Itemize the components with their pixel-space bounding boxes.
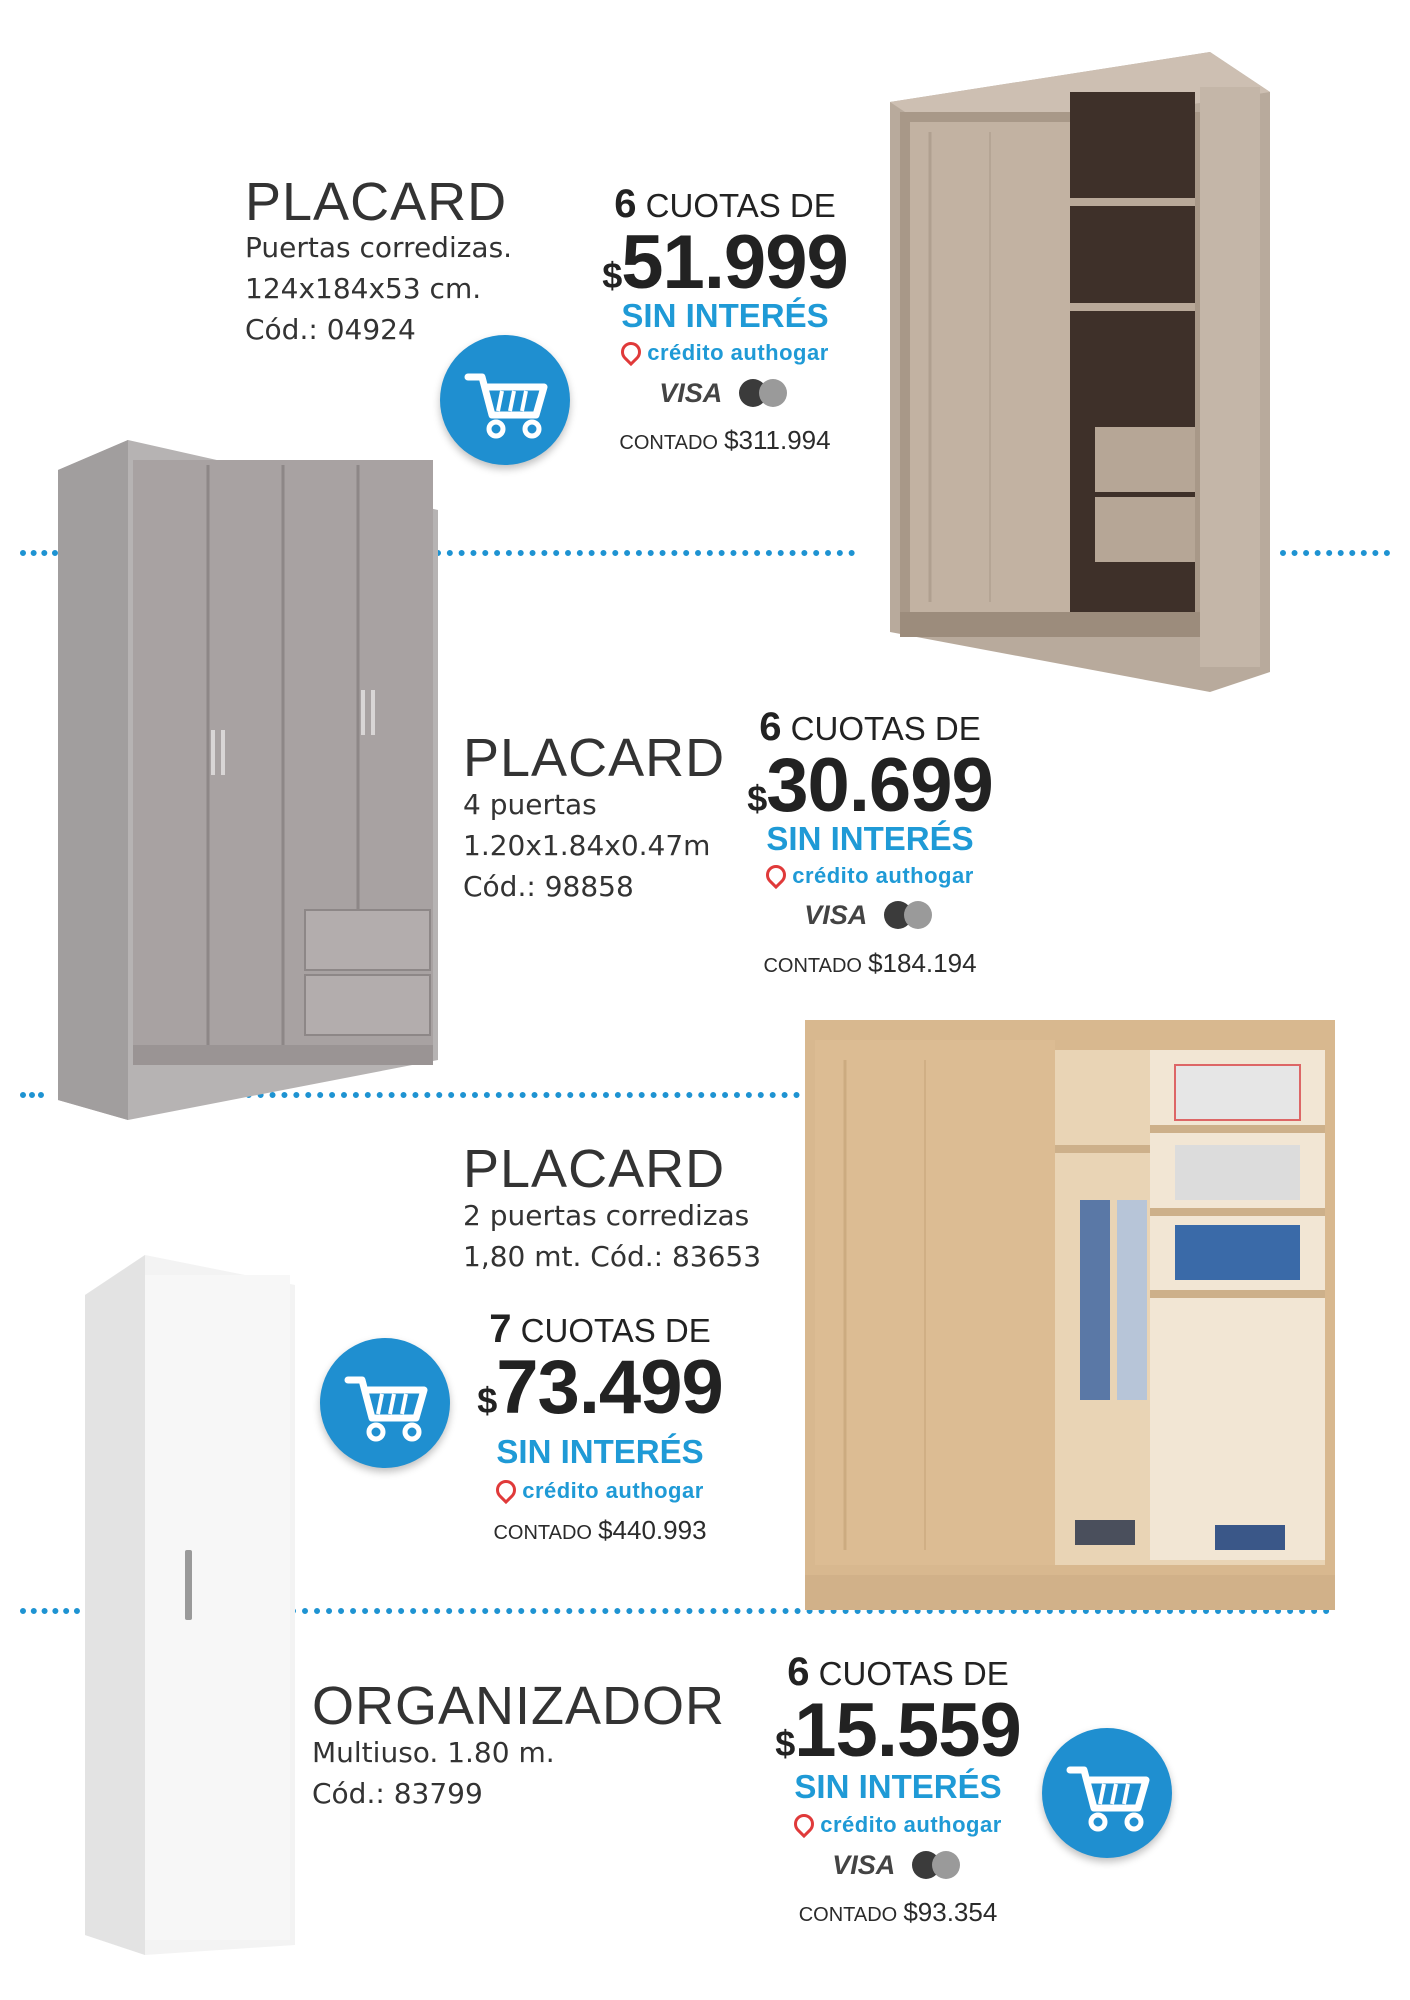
credito-authogar-logo <box>733 1812 1063 1838</box>
installment-price <box>705 743 1035 828</box>
product-dimensions-code: 1,80 mt. Cód.: 83653 <box>463 1240 762 1273</box>
cash-price <box>435 1515 765 1546</box>
shopping-cart-icon <box>440 335 570 465</box>
price-value: 51.999 <box>621 220 848 305</box>
currency-symbol: $ <box>747 778 767 819</box>
installment-price <box>435 1345 765 1430</box>
sin-interes-label: SIN INTERÉS <box>621 297 829 334</box>
credito-text: crédito authogar <box>820 1812 1002 1837</box>
add-to-cart-button[interactable] <box>440 335 570 465</box>
sin-interes-label: SIN INTERÉS <box>794 1768 1002 1805</box>
add-to-cart-button[interactable] <box>1042 1728 1172 1858</box>
cash-value: $440.993 <box>598 1515 707 1545</box>
location-pin-icon <box>617 338 645 366</box>
product-code: Cód.: 98858 <box>463 870 634 903</box>
product-description: 2 puertas corredizas <box>463 1199 750 1232</box>
installments-text: CUOTAS DE <box>520 1312 711 1349</box>
separator-1 <box>1280 550 1390 556</box>
product-title: ORGANIZADOR <box>312 1676 726 1736</box>
cash-price <box>705 948 1035 979</box>
visa-logo: VISA <box>659 378 723 408</box>
separator-2 <box>20 1092 44 1098</box>
separator-3 <box>20 1608 80 1614</box>
cash-value: $184.194 <box>868 948 977 978</box>
price-value: 30.699 <box>766 743 993 828</box>
cash-label: CONTADO <box>763 955 862 977</box>
credito-text: crédito authogar <box>647 340 829 365</box>
installments-text: CUOTAS DE <box>645 187 836 224</box>
add-to-cart-button[interactable] <box>320 1338 450 1468</box>
location-pin-icon <box>762 861 790 889</box>
separator-1 <box>435 550 855 556</box>
location-pin-icon <box>790 1810 818 1838</box>
installments-count: 7 <box>489 1307 512 1351</box>
payment-logos <box>705 900 1035 931</box>
credito-authogar-logo <box>560 340 890 366</box>
installment-price <box>733 1688 1063 1773</box>
shopping-cart-icon <box>1042 1728 1172 1858</box>
cash-label: CONTADO <box>493 1522 592 1544</box>
visa-logo: VISA <box>804 900 868 930</box>
product-image-placard-corredizas <box>870 32 1270 692</box>
mastercard-icon <box>912 1851 964 1881</box>
price-value: 15.559 <box>794 1688 1021 1773</box>
product-description: Multiuso. 1.80 m. <box>312 1736 555 1769</box>
installments-count: 6 <box>759 705 782 749</box>
mastercard-icon <box>739 379 791 409</box>
credito-text: crédito authogar <box>792 863 974 888</box>
cash-price <box>733 1897 1063 1928</box>
installment-price <box>560 220 890 305</box>
product-dimensions: 124x184x53 cm. <box>245 272 482 305</box>
product-title: PLACARD <box>463 1139 726 1199</box>
payment-logos <box>733 1850 1063 1881</box>
cash-label: CONTADO <box>798 1904 898 1926</box>
product-image-placard-4-puertas <box>58 440 438 1120</box>
sin-interes-label: SIN INTERÉS <box>766 820 974 857</box>
shopping-cart-icon <box>320 1338 450 1468</box>
credito-authogar-logo <box>705 863 1035 889</box>
cash-value: $311.994 <box>724 425 831 455</box>
installments-count: 6 <box>787 1650 810 1694</box>
cash-value: $93.354 <box>903 1897 998 1927</box>
payment-logos <box>560 378 890 409</box>
cash-price <box>560 425 890 456</box>
price-value: 73.499 <box>496 1345 723 1430</box>
currency-symbol: $ <box>775 1723 795 1764</box>
mastercard-icon <box>884 901 936 931</box>
cash-label: CONTADO <box>619 432 718 454</box>
credito-text: crédito authogar <box>522 1478 704 1503</box>
product-image-organizador <box>85 1255 295 1955</box>
product-description: Puertas corredizas. <box>245 231 513 264</box>
product-title: PLACARD <box>245 172 508 232</box>
location-pin-icon <box>492 1476 520 1504</box>
product-code: Cód.: 04924 <box>245 313 416 346</box>
product-code: Cód.: 83799 <box>312 1777 483 1810</box>
product-title: PLACARD <box>463 728 726 788</box>
currency-symbol: $ <box>602 255 622 296</box>
product-dimensions: 1.20x1.84x0.47m <box>463 829 711 862</box>
currency-symbol: $ <box>477 1380 497 1421</box>
visa-logo: VISA <box>832 1850 896 1880</box>
credito-authogar-logo <box>435 1478 765 1504</box>
installments-text: CUOTAS DE <box>790 710 981 747</box>
product-image-placard-2-puertas <box>805 1020 1335 1620</box>
separator-1 <box>20 550 58 556</box>
installments-text: CUOTAS DE <box>818 1655 1009 1692</box>
product-description: 4 puertas <box>463 788 597 821</box>
sin-interes-label: SIN INTERÉS <box>496 1433 704 1470</box>
installments-count: 6 <box>614 182 637 226</box>
